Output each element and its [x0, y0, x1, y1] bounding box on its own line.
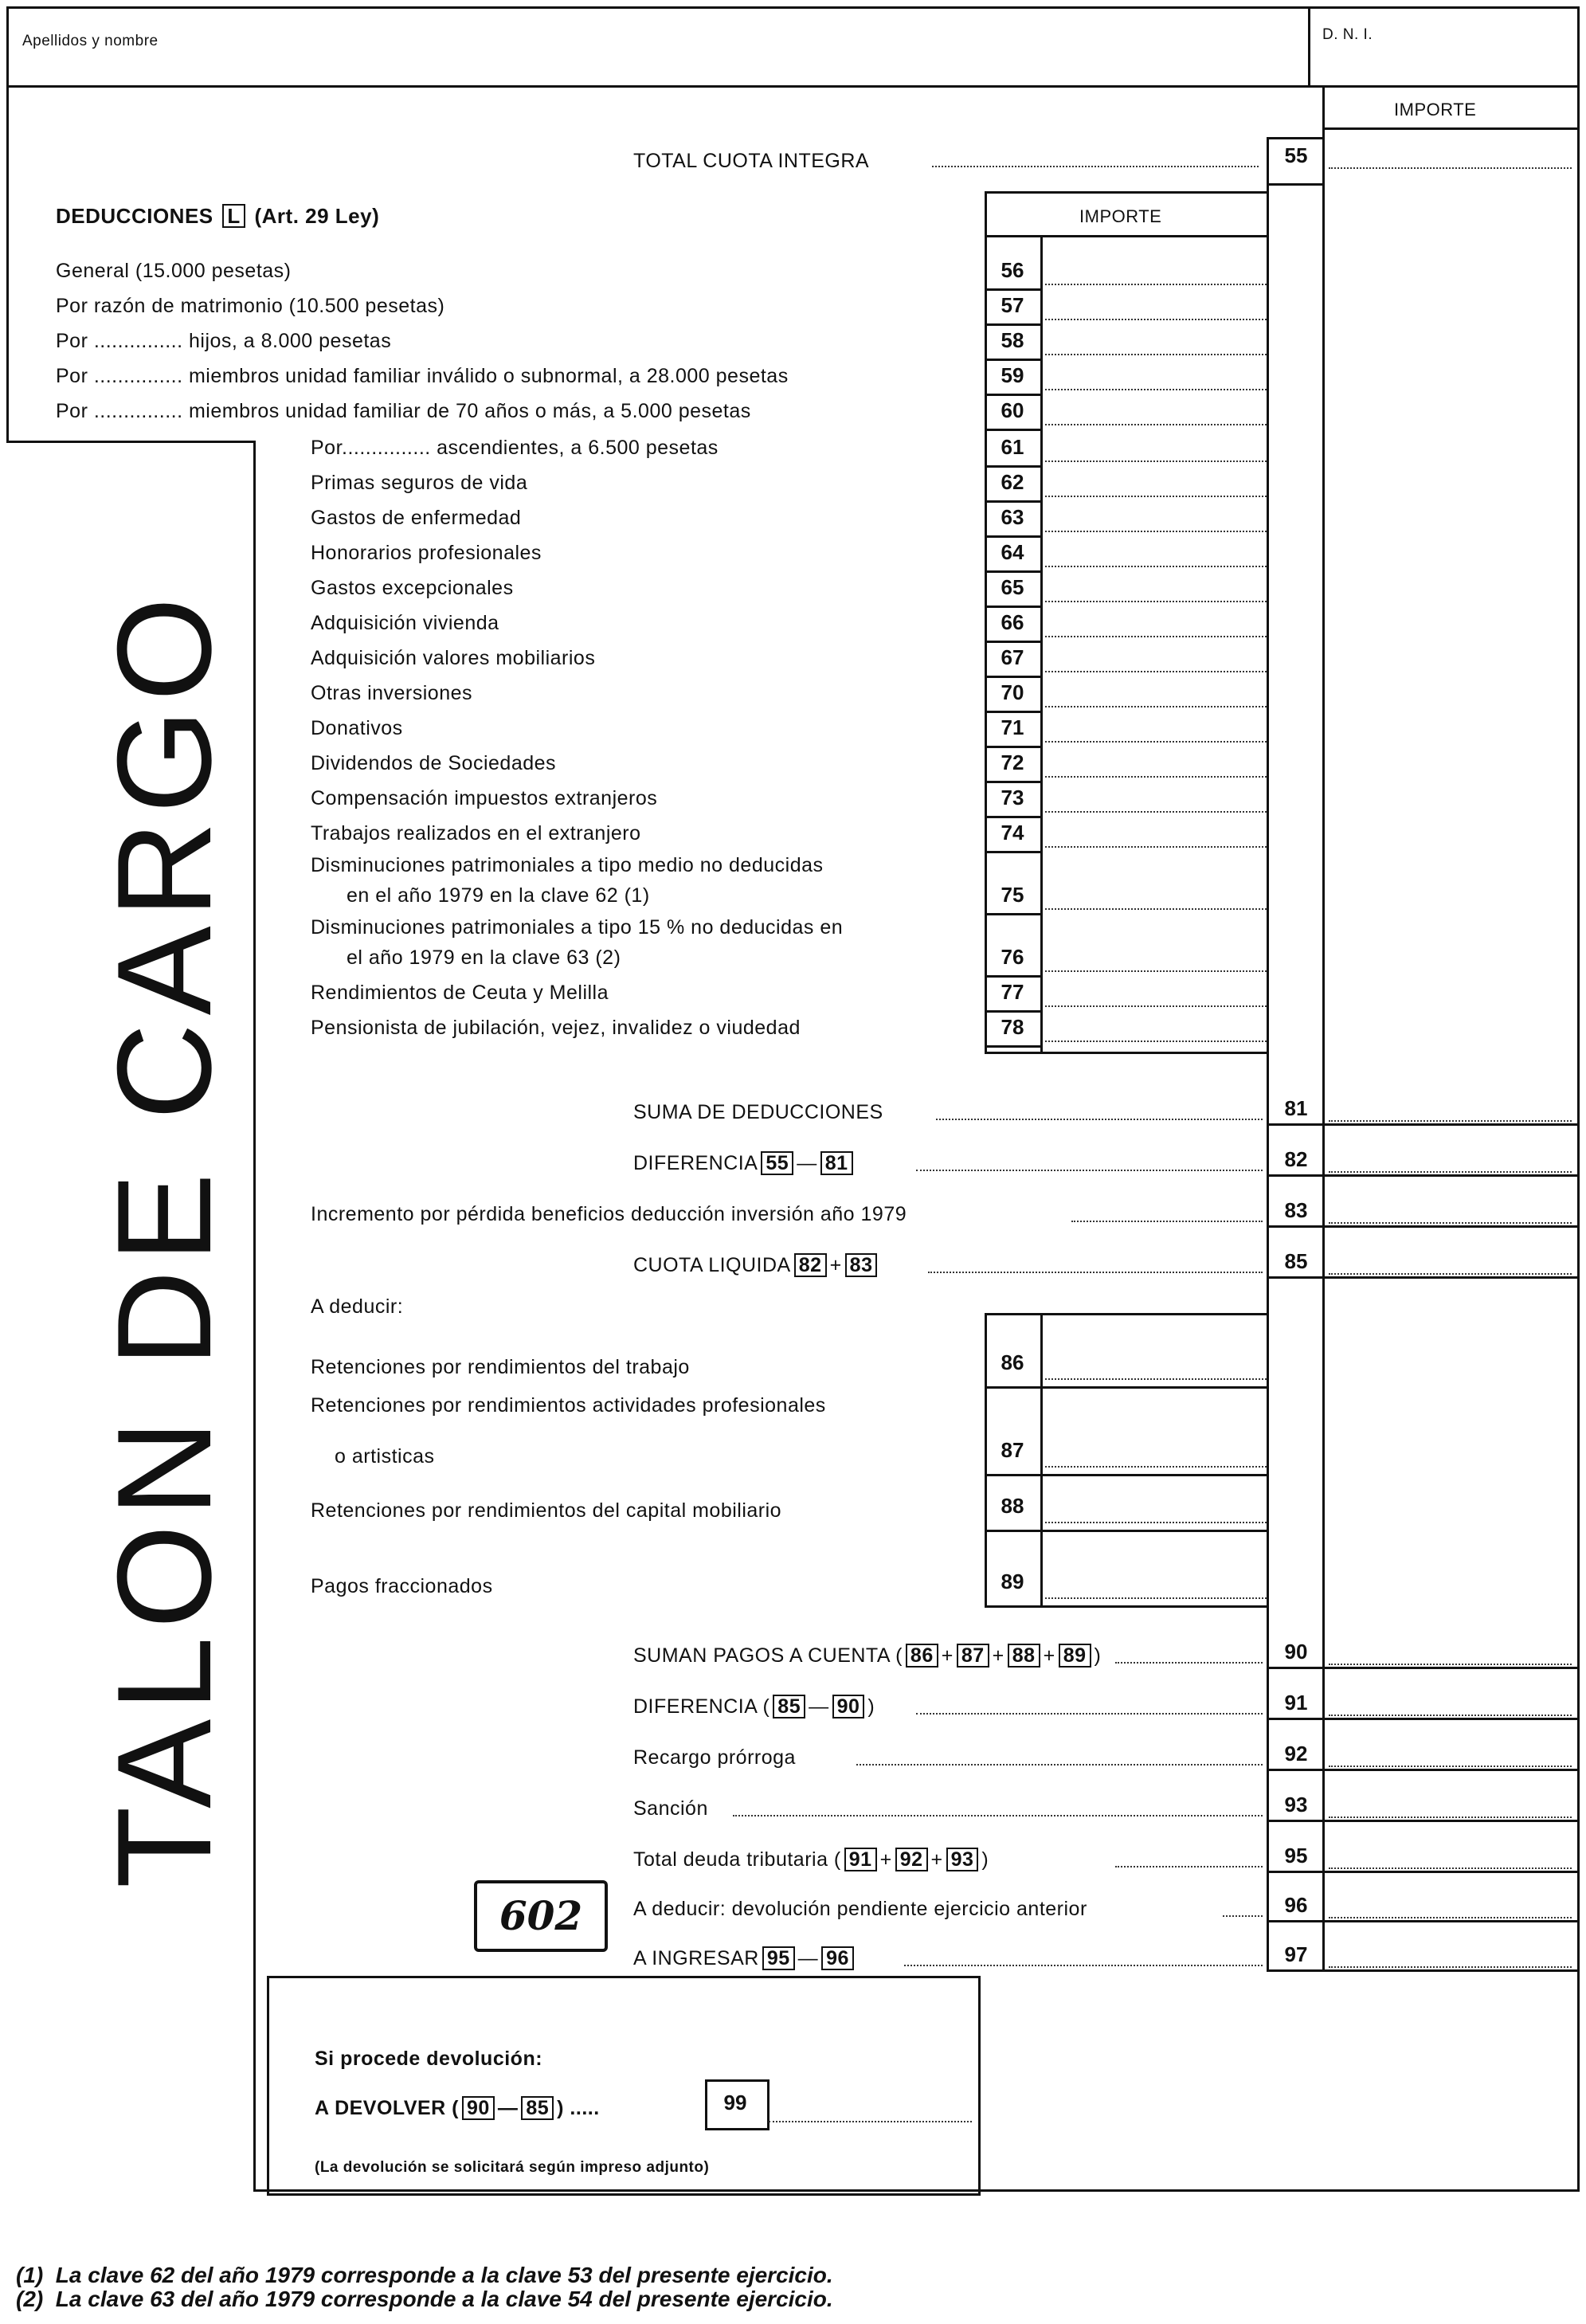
- row-line: [985, 851, 1043, 853]
- code-col-left: [1267, 139, 1269, 1033]
- footnote-1-text: La clave 62 del año 1979 corresponde a la clave 53 del presente ejercicio.: [55, 2263, 833, 2287]
- item-label: General (15.000 pesetas): [56, 260, 292, 282]
- item-label: Dividendos de Sociedades: [311, 752, 557, 774]
- devolucion-label: A DEVOLVER (: [315, 2097, 460, 2119]
- deduction-importe[interactable]: [1045, 811, 1267, 813]
- sum-row-label: [633, 1252, 880, 1278]
- devolucion-ref-a: 90: [462, 2096, 495, 2120]
- row-line: [1267, 1123, 1580, 1126]
- sum-importe[interactable]: [1329, 1664, 1572, 1665]
- sum-label: A INGRESAR: [633, 1947, 759, 1969]
- sum-importe[interactable]: [1329, 1867, 1572, 1869]
- row-line: [985, 746, 1043, 748]
- dot-leader: [904, 1965, 1263, 1966]
- row-line: [1267, 1174, 1580, 1177]
- notch-bottom: [6, 441, 255, 443]
- deducciones-title: [56, 203, 379, 229]
- deduction-code: 75: [1001, 883, 1024, 907]
- sum-ref: 82: [794, 1253, 827, 1277]
- sum-importe[interactable]: [1329, 1966, 1572, 1968]
- sum-code: 81: [1284, 1096, 1308, 1120]
- subgrid2-mid: [1040, 1313, 1043, 1608]
- retencion-label: Pagos fraccionados: [311, 1575, 493, 1597]
- item-label: Pensionista de jubilación, vejez, invalidez o viudedad: [311, 1017, 801, 1039]
- sum-row-label: [633, 1643, 1101, 1668]
- devolucion-note: (La devolución se solicitará según impreso adjunto): [315, 2159, 710, 2176]
- importe-header-line: [1322, 127, 1580, 130]
- subgrid-top: [985, 191, 1269, 194]
- item-label: Rendimientos de Ceuta y Melilla: [311, 982, 609, 1004]
- deducciones-title-text: DEDUCCIONES: [56, 204, 213, 228]
- subgrid-header-line: [985, 235, 1269, 237]
- sum-code: 95: [1284, 1844, 1308, 1867]
- dot-leader: [856, 1764, 1263, 1766]
- dot-leader: [928, 1272, 1263, 1273]
- a-deducir-label: A deducir:: [311, 1295, 404, 1318]
- row-line: [985, 711, 1043, 713]
- row-line: [985, 359, 1043, 361]
- sum-code: 92: [1284, 1742, 1308, 1766]
- sum-label: Total deuda tributaria (: [633, 1848, 841, 1871]
- row-line: [985, 676, 1043, 678]
- deduction-importe[interactable]: [1045, 908, 1267, 910]
- sum-ref: 87: [957, 1644, 989, 1668]
- sum-importe[interactable]: [1329, 1816, 1572, 1818]
- deduction-code: 76: [1001, 945, 1024, 969]
- item-label: Donativos: [311, 717, 403, 739]
- deducciones-letter: L: [222, 204, 245, 228]
- deduction-importe[interactable]: [1045, 319, 1267, 320]
- row-line: [985, 323, 1043, 326]
- dot-leader: [1071, 1221, 1263, 1222]
- frame-bottom: [253, 2189, 1580, 2192]
- code-col-right-lower: [1322, 1033, 1325, 1969]
- dot-leader: [932, 166, 1259, 167]
- sum-row-label: [633, 1847, 989, 1872]
- row-line: [985, 1530, 1269, 1532]
- sum-ref: —: [809, 1695, 829, 1718]
- item-label: Por............... ascendientes, a 6.500 pesetas: [311, 437, 719, 459]
- deduction-importe[interactable]: [1045, 846, 1267, 848]
- deduction-code: 59: [1001, 363, 1024, 387]
- right-border-full: [1577, 6, 1580, 2191]
- row-line: [985, 570, 1043, 573]
- sum-label: SUMA DE DEDUCCIONES: [633, 1101, 883, 1123]
- retencion-importe[interactable]: [1045, 1466, 1267, 1468]
- sum-row-label: [633, 1099, 883, 1125]
- retencion-code: 86: [1001, 1350, 1024, 1374]
- row-line: [985, 288, 1043, 291]
- importe-99[interactable]: [769, 2121, 972, 2122]
- total-cuota-label: TOTAL CUOTA INTEGRA: [633, 150, 870, 172]
- sum-importe[interactable]: [1329, 1171, 1572, 1173]
- sum-ref: —: [797, 1152, 817, 1174]
- dni-divider: [1308, 6, 1310, 88]
- sum-ref: 86: [906, 1644, 938, 1668]
- dot-leader: [916, 1170, 1263, 1171]
- sum-label: DIFERENCIA: [633, 1152, 758, 1174]
- sum-ref: 88: [1008, 1644, 1040, 1668]
- deduction-code: 62: [1001, 470, 1024, 494]
- row-line: [1267, 1225, 1580, 1228]
- deduction-importe[interactable]: [1045, 460, 1267, 462]
- item-label: Otras inversiones: [311, 682, 473, 704]
- retencion-importe[interactable]: [1045, 1378, 1267, 1380]
- sum-row-label: [633, 1896, 1087, 1922]
- deducciones-law: (Art. 29 Ley): [254, 204, 380, 228]
- sum-ref: 90: [832, 1695, 865, 1719]
- retencion-code: 88: [1001, 1494, 1024, 1518]
- dot-leader: [1115, 1662, 1263, 1664]
- deduction-code: 72: [1001, 750, 1024, 774]
- retencion-label: Retenciones por rendimientos del capital mobiliario: [311, 1499, 782, 1522]
- deduction-code: 74: [1001, 821, 1024, 845]
- sum-ref: 95: [762, 1946, 795, 1970]
- item-label: Trabajos realizados en el extranjero: [311, 822, 641, 845]
- sum-ref: +: [829, 1254, 842, 1276]
- deduction-code: 57: [1001, 293, 1024, 317]
- row-line: [1267, 137, 1325, 139]
- deduction-code: 70: [1001, 680, 1024, 704]
- retencion-importe[interactable]: [1045, 1522, 1267, 1523]
- row-line: [1267, 1667, 1580, 1669]
- deduction-importe[interactable]: [1045, 284, 1267, 285]
- deduction-code: 78: [1001, 1015, 1024, 1039]
- sum-code: 85: [1284, 1249, 1308, 1273]
- deduction-importe[interactable]: [1045, 1005, 1267, 1007]
- left-border-lower: [253, 441, 256, 2192]
- deduction-importe[interactable]: [1045, 424, 1267, 425]
- sum-close: ): [981, 1848, 989, 1871]
- handwritten-number: 602: [474, 1880, 608, 1952]
- sum-op: +: [879, 1848, 892, 1871]
- row-line: [1267, 1276, 1580, 1279]
- row-line: [985, 394, 1043, 396]
- dni-label: D. N. I.: [1322, 26, 1373, 43]
- code-55: 55: [1284, 143, 1308, 167]
- item-label: Por razón de matrimonio (10.500 pesetas): [56, 295, 445, 317]
- row-line: [1267, 1920, 1580, 1922]
- item-label: Primas seguros de vida: [311, 472, 528, 494]
- deduction-importe[interactable]: [1045, 636, 1267, 637]
- dot-leader: [1223, 1915, 1263, 1917]
- sum-importe[interactable]: [1329, 1120, 1572, 1122]
- row-line: [985, 429, 1043, 431]
- sum-row-label: [633, 1150, 856, 1176]
- sum-code: 82: [1284, 1147, 1308, 1171]
- sum-ref: ): [867, 1695, 875, 1718]
- sum-code: 90: [1284, 1640, 1308, 1664]
- item-label-line2: en el año 1979 en la clave 62 (1): [347, 884, 650, 907]
- row-line: [985, 1045, 1043, 1048]
- row-line: [985, 975, 1043, 978]
- deduction-importe[interactable]: [1045, 1041, 1267, 1042]
- sum-label: Incremento por pérdida beneficios deducción inversión año 1979: [311, 1203, 907, 1225]
- code-col-right: [1322, 88, 1325, 1033]
- row-line: [985, 1605, 1269, 1608]
- deduction-code: 65: [1001, 575, 1024, 599]
- item-label: Por ............... miembros unidad familiar inválido o subnormal, a 28.000 pesetas: [56, 365, 789, 387]
- sum-ref: 96: [821, 1946, 854, 1970]
- sum-ref: 83: [845, 1253, 878, 1277]
- deduction-code: 64: [1001, 540, 1024, 564]
- row-line: [985, 605, 1043, 608]
- row-line: [985, 1386, 1269, 1389]
- row-line: [1267, 1871, 1580, 1873]
- row-line: [985, 465, 1043, 468]
- sum-code: 97: [1284, 1942, 1308, 1966]
- sum-row-label: [633, 1745, 796, 1770]
- row-line: [985, 641, 1043, 643]
- deduction-code: 61: [1001, 435, 1024, 459]
- sum-code: 93: [1284, 1793, 1308, 1816]
- item-label: Por ............... hijos, a 8.000 pesetas: [56, 330, 392, 352]
- deduction-importe[interactable]: [1045, 531, 1267, 532]
- deduction-importe[interactable]: [1045, 706, 1267, 707]
- deduction-code: 58: [1001, 328, 1024, 352]
- footnote-1: [16, 2263, 833, 2288]
- sum-ref: 91: [844, 1848, 877, 1871]
- sum-label: SUMAN PAGOS A CUENTA (: [633, 1644, 903, 1667]
- devolucion-ref-b: 85: [521, 2096, 554, 2120]
- sum-ref: 85: [773, 1695, 805, 1719]
- sum-row-label: [311, 1201, 907, 1227]
- row-line: [985, 1474, 1269, 1476]
- sum-op: +: [930, 1848, 943, 1871]
- devolucion-dots: .....: [570, 2097, 600, 2119]
- deducciones-importe: IMPORTE: [1079, 206, 1162, 226]
- row-line: [985, 816, 1043, 818]
- footnote-2-text: La clave 63 del año 1979 corresponde a la clave 54 del presente ejercicio.: [55, 2287, 833, 2311]
- code-col-bottom: [1267, 1969, 1325, 1972]
- sum-op: +: [1043, 1644, 1055, 1667]
- side-title: TALON DE CARGO: [89, 589, 239, 1888]
- retencion-code: 87: [1001, 1438, 1024, 1462]
- retencion-label-line2: o artisticas: [335, 1445, 435, 1468]
- dot-leader: [1115, 1866, 1263, 1867]
- sum-code: 96: [1284, 1893, 1308, 1917]
- sum-importe[interactable]: [1329, 1715, 1572, 1716]
- sum-ref: 92: [895, 1848, 928, 1871]
- deduction-importe[interactable]: [1045, 741, 1267, 743]
- deduction-code: 56: [1001, 258, 1024, 282]
- dot-leader: [916, 1713, 1263, 1715]
- retencion-label: Retenciones por rendimientos actividades profesionales: [311, 1394, 826, 1417]
- devolucion-line: [315, 2095, 600, 2121]
- code-99: 99: [723, 2091, 747, 2114]
- sum-close: ): [1094, 1644, 1102, 1667]
- sum-row-label: [633, 1796, 708, 1821]
- deduction-importe[interactable]: [1045, 671, 1267, 672]
- sum-label: A deducir: devolución pendiente ejercicio anterior: [633, 1898, 1087, 1920]
- deduction-importe[interactable]: [1045, 776, 1267, 778]
- row-line: [985, 781, 1043, 783]
- row-line: [1267, 183, 1325, 186]
- deduction-code: 71: [1001, 715, 1024, 739]
- item-label: Disminuciones patrimoniales a tipo medio no deducidas: [311, 854, 824, 876]
- subgrid-bottom: [985, 1052, 1269, 1054]
- sum-op: +: [992, 1644, 1004, 1667]
- sum-row-label: [633, 1694, 875, 1719]
- footnote-2-mark: (2): [16, 2287, 44, 2311]
- deduction-code: 60: [1001, 398, 1024, 422]
- deduction-importe[interactable]: [1045, 354, 1267, 355]
- sum-label: Recargo prórroga: [633, 1746, 796, 1769]
- sum-importe[interactable]: [1329, 1917, 1572, 1918]
- importe-header: IMPORTE: [1394, 100, 1477, 120]
- sum-code: 91: [1284, 1691, 1308, 1715]
- devolucion-sep: —: [497, 2097, 519, 2119]
- header-bottom-border: [6, 85, 1580, 88]
- row-line: [985, 913, 1043, 915]
- sum-ref: —: [797, 1947, 819, 1969]
- deduction-code: 63: [1001, 505, 1024, 529]
- importe-55[interactable]: [1329, 167, 1572, 169]
- deduction-code: 67: [1001, 645, 1024, 669]
- deduction-importe[interactable]: [1045, 601, 1267, 602]
- sum-ref: 89: [1059, 1644, 1091, 1668]
- deduction-code: 73: [1001, 786, 1024, 809]
- item-label-line2: el año 1979 en la clave 63 (2): [347, 946, 621, 969]
- sum-ref: 55: [761, 1151, 793, 1175]
- devolucion-title: Si procede devolución:: [315, 2048, 543, 2070]
- item-label: Adquisición valores mobiliarios: [311, 647, 596, 669]
- row-line: [985, 1010, 1043, 1013]
- sum-code: 83: [1284, 1198, 1308, 1222]
- devolucion-close: ): [557, 2097, 564, 2119]
- deduction-importe[interactable]: [1045, 970, 1267, 972]
- sum-label: Sanción: [633, 1797, 708, 1820]
- footnote-1-mark: (1): [16, 2263, 44, 2287]
- item-label: Adquisición vivienda: [311, 612, 499, 634]
- item-label: Por ............... miembros unidad familiar de 70 años o más, a 5.000 pesetas: [56, 400, 751, 422]
- sum-importe[interactable]: [1329, 1222, 1572, 1224]
- deduction-code: 66: [1001, 610, 1024, 634]
- item-label: Disminuciones patrimoniales a tipo 15 % no deducidas en: [311, 916, 844, 939]
- sum-importe[interactable]: [1329, 1273, 1572, 1275]
- row-line: [1267, 1820, 1580, 1822]
- sum-row-label: [633, 1946, 857, 1971]
- code-col-left-lower: [1267, 1033, 1269, 1969]
- row-line: [1267, 1769, 1580, 1771]
- item-label: Honorarios profesionales: [311, 542, 542, 564]
- sum-importe[interactable]: [1329, 1766, 1572, 1767]
- left-border-top: [6, 6, 9, 443]
- footnote-2: [16, 2287, 833, 2312]
- sum-ref: 81: [820, 1151, 853, 1175]
- retencion-code: 89: [1001, 1570, 1024, 1593]
- row-line: [985, 500, 1043, 503]
- deduction-code: 77: [1001, 980, 1024, 1004]
- retencion-importe[interactable]: [1045, 1597, 1267, 1599]
- item-label: Gastos de enfermedad: [311, 507, 522, 529]
- sum-label: DIFERENCIA (: [633, 1695, 770, 1718]
- sum-label: CUOTA LIQUIDA: [633, 1254, 791, 1276]
- deduction-importe[interactable]: [1045, 389, 1267, 390]
- item-label: Compensación impuestos extranjeros: [311, 787, 658, 809]
- top-border: [6, 6, 1580, 9]
- subgrid2-top: [985, 1313, 1269, 1315]
- dot-leader: [936, 1119, 1263, 1120]
- item-label: Gastos excepcionales: [311, 577, 514, 599]
- deduction-importe[interactable]: [1045, 566, 1267, 567]
- retencion-label: Retenciones por rendimientos del trabajo: [311, 1356, 690, 1378]
- sum-op: +: [941, 1644, 954, 1667]
- name-label: Apellidos y nombre: [22, 33, 159, 49]
- row-line: [1267, 1718, 1580, 1720]
- sum-ref: 93: [946, 1848, 979, 1871]
- row-line: [985, 535, 1043, 538]
- deduction-importe[interactable]: [1045, 496, 1267, 497]
- dot-leader: [733, 1815, 1263, 1816]
